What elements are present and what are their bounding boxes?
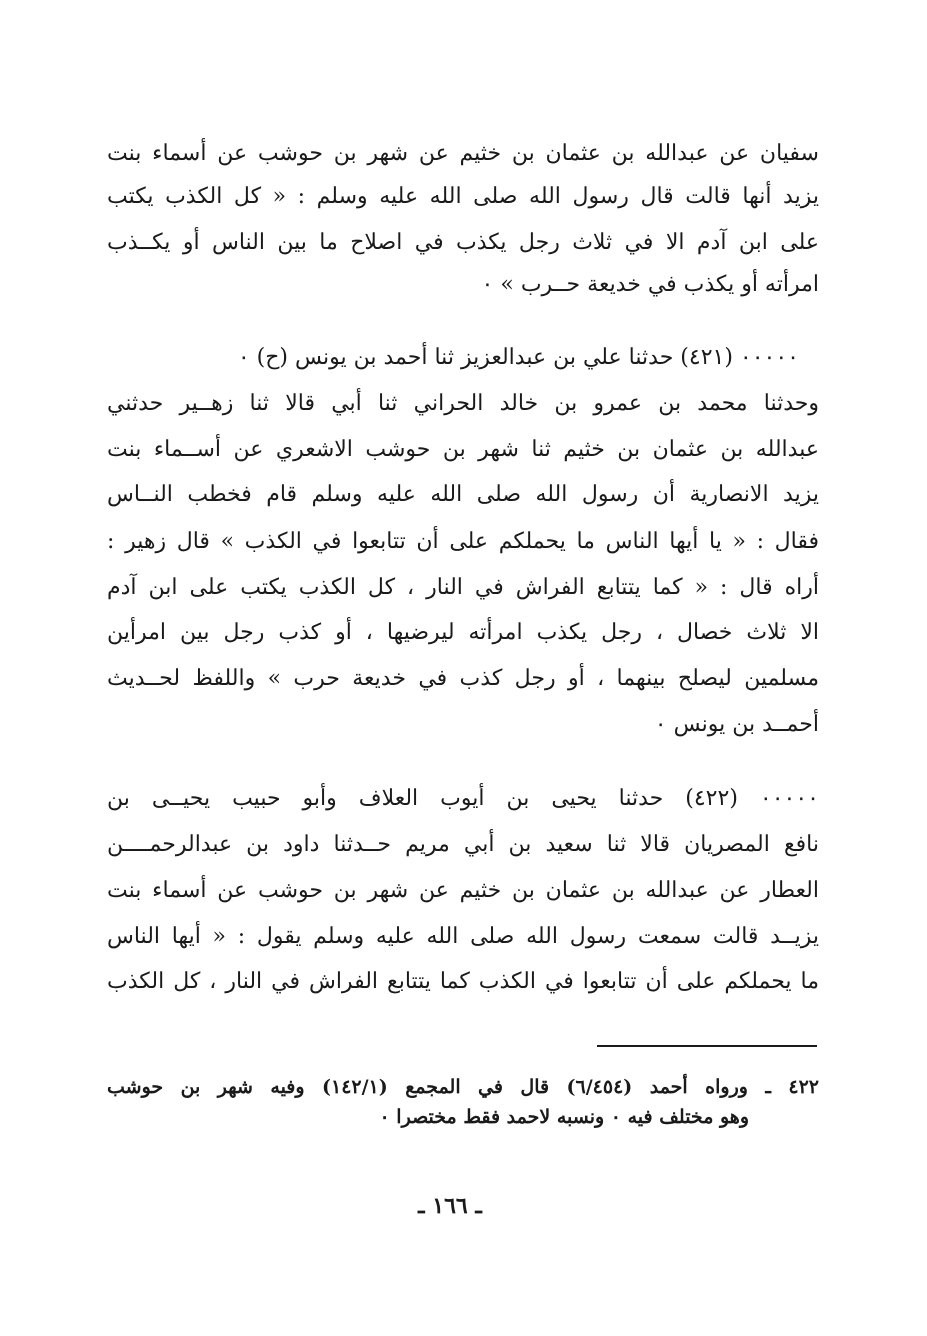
text-line: فقال : « يا أيها الناس ما يحملكم على أن تتابعوا في الكذب » قال زهير : (107, 529, 819, 554)
page-number: ـ ١٦٦ ـ (418, 1193, 482, 1219)
hadith-421-heading: ٠٠٠٠٠ (٤٢١) حدثنا علي بن عبدالعزيز ثنا أحمد بن يونس (ح) ٠ (237, 345, 799, 370)
text-line: مسلمين ليصلح بينهما ، أو رجل كذب في خديعة حرب » واللفظ لحــديث (107, 666, 819, 691)
text-line: أحمــد بن يونس ٠ (654, 712, 819, 737)
text-line: امرأته أو يكذب في خديعة حــرب » ٠ (481, 272, 819, 297)
text-line: ما يحملكم على أن تتابعوا في الكذب كما يتتابع الفراش في النار ، كل الكذب (107, 969, 819, 994)
text-line: يزيد أنها قالت قال رسول الله صلى الله عليه وسلم : « كل الكذب يكتب (107, 184, 819, 209)
text-line: سفيان عن عبدالله بن عثمان بن خثيم عن شهر بن حوشب عن أسماء بنت (107, 141, 819, 166)
footnote-line: وهو مختلف فيه ٠ ونسبه لاحمد فقط مختصرا ٠ (379, 1106, 749, 1128)
footnote-line: ٤٢٢ ـ ورواه أحمد (٦/٤٥٤) قال في المجمع (١٤٢/١) وفيه شهر بن حوشب (107, 1076, 819, 1098)
text-line: العطار عن عبدالله بن عثمان بن خثيم عن شهر بن حوشب عن أسماء بنت (107, 878, 819, 903)
text-line: على ابن آدم الا في ثلاث رجل يكذب في اصلاح ما بين الناس أو يكــذب (107, 230, 819, 255)
text-line: يزيد الانصارية أن رسول الله صلى الله عليه وسلم قام فخطب النــاس (107, 482, 819, 507)
footnote-divider (597, 1045, 817, 1047)
text-line: عبدالله بن عثمان بن خثيم ثنا شهر بن حوشب الاشعري عن أســماء بنت (107, 437, 819, 462)
text-line: أراه قال : « كما يتتابع الفراش في النار ، كل الكذب يكتب على ابن آدم (107, 575, 819, 600)
text-line: يزيــد قالت سمعت رسول الله صلى الله عليه وسلم يقول : « أيها الناس (107, 924, 819, 949)
text-line: وحدثنا محمد بن عمرو بن خالد الحراني ثنا أبي قالا ثنا زهــير حدثني (107, 391, 819, 416)
hadith-422-heading: ٠٠٠٠٠ (٤٢٢) حدثنا يحيى بن أيوب العلاف وأبو حبيب يحيــى بن (107, 786, 819, 811)
text-line: الا ثلاث خصال ، رجل يكذب امرأته ليرضيها ، أو كذب رجل بين امرأين (107, 620, 819, 645)
text-line: نافع المصريان قالا ثنا سعيد بن أبي مريم حــدثنا داود بن عبدالرحمــــن (107, 832, 819, 857)
